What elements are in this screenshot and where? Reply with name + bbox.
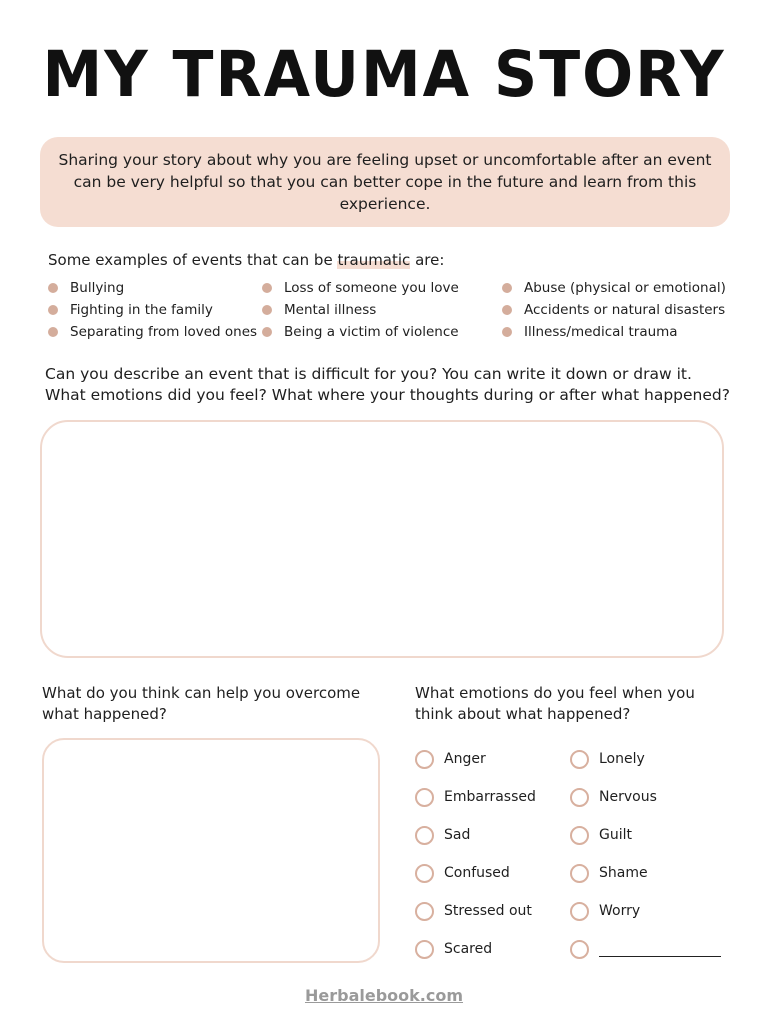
checkbox-circle-icon[interactable] bbox=[570, 826, 589, 845]
checkbox-circle-icon[interactable] bbox=[570, 788, 589, 807]
intro-text: Sharing your story about why you are feeling upset or uncomfortable after an event can be very helpful so that you can better cope in the future and learn from this experience. bbox=[58, 151, 712, 213]
list-item: Illness/medical trauma bbox=[502, 321, 726, 343]
overcome-answer-box[interactable] bbox=[42, 738, 380, 963]
emotion-option-embarrassed[interactable]: Embarrassed bbox=[415, 778, 536, 816]
bullet-dot-icon bbox=[48, 305, 58, 315]
bullet-dot-icon bbox=[262, 283, 272, 293]
list-item: Accidents or natural disasters bbox=[502, 299, 726, 321]
bullet-dot-icon bbox=[502, 305, 512, 315]
emotion-option-nervous[interactable]: Nervous bbox=[570, 778, 721, 816]
describe-event-question-line-1: Can you describe an event that is difficult for you? You can write it down or draw it. bbox=[45, 365, 692, 383]
list-item: Loss of someone you love bbox=[262, 277, 459, 299]
emotions-question: What emotions do you feel when you think about what happened? bbox=[415, 684, 695, 723]
checkbox-circle-icon[interactable] bbox=[570, 902, 589, 921]
emotion-option-scared[interactable]: Scared bbox=[415, 930, 536, 968]
bullet-dot-icon bbox=[502, 283, 512, 293]
emotion-option-other[interactable] bbox=[570, 930, 721, 968]
checkbox-circle-icon[interactable] bbox=[415, 788, 434, 807]
checkbox-circle-icon[interactable] bbox=[570, 750, 589, 769]
emotion-option-shame[interactable]: Shame bbox=[570, 854, 721, 892]
overcome-question: What do you think can help you overcome what happened? bbox=[42, 684, 361, 723]
intro-banner bbox=[40, 137, 730, 227]
checkbox-circle-icon[interactable] bbox=[570, 940, 589, 959]
emotion-option-anger[interactable]: Anger bbox=[415, 740, 536, 778]
list-item: Bullying bbox=[48, 277, 257, 299]
list-item: Mental illness bbox=[262, 299, 459, 321]
checkbox-circle-icon[interactable] bbox=[415, 940, 434, 959]
bullet-dot-icon bbox=[48, 283, 58, 293]
list-item: Separating from loved ones bbox=[48, 321, 257, 343]
list-item: Abuse (physical or emotional) bbox=[502, 277, 726, 299]
bullet-dot-icon bbox=[502, 327, 512, 337]
bullet-dot-icon bbox=[262, 305, 272, 315]
emotion-option-guilt[interactable]: Guilt bbox=[570, 816, 721, 854]
emotion-option-confused[interactable]: Confused bbox=[415, 854, 536, 892]
emotion-option-lonely[interactable]: Lonely bbox=[570, 740, 721, 778]
examples-heading-highlight: traumatic bbox=[337, 251, 411, 269]
examples-heading bbox=[48, 251, 444, 269]
emotion-option-stressed-out[interactable]: Stressed out bbox=[415, 892, 536, 930]
emotion-option-sad[interactable]: Sad bbox=[415, 816, 536, 854]
describe-event-question-line-2: What emotions did you feel? What where your thoughts during or after what happened? bbox=[45, 386, 730, 404]
checkbox-circle-icon[interactable] bbox=[415, 826, 434, 845]
emotions-column-right bbox=[570, 740, 721, 968]
emotions-column-left bbox=[415, 740, 536, 968]
examples-heading-after: are: bbox=[410, 251, 445, 269]
examples-column-2 bbox=[262, 277, 459, 343]
page-title: MY TRAUMA STORY bbox=[42, 38, 726, 112]
bullet-dot-icon bbox=[48, 327, 58, 337]
examples-column-3 bbox=[502, 277, 726, 343]
list-item: Being a victim of violence bbox=[262, 321, 459, 343]
footer-link[interactable]: Herbalebook.com bbox=[304, 986, 464, 1005]
emotion-option-worry[interactable]: Worry bbox=[570, 892, 721, 930]
checkbox-circle-icon[interactable] bbox=[415, 864, 434, 883]
checkbox-circle-icon[interactable] bbox=[570, 864, 589, 883]
describe-event-answer-box[interactable] bbox=[40, 420, 724, 658]
describe-event-question bbox=[45, 364, 745, 406]
list-item: Fighting in the family bbox=[48, 299, 257, 321]
bullet-dot-icon bbox=[262, 327, 272, 337]
examples-heading-before: Some examples of events that can be bbox=[48, 251, 338, 269]
checkbox-circle-icon[interactable] bbox=[415, 902, 434, 921]
checkbox-circle-icon[interactable] bbox=[415, 750, 434, 769]
other-emotion-blank-line[interactable] bbox=[599, 956, 721, 957]
examples-column-1 bbox=[48, 277, 257, 343]
